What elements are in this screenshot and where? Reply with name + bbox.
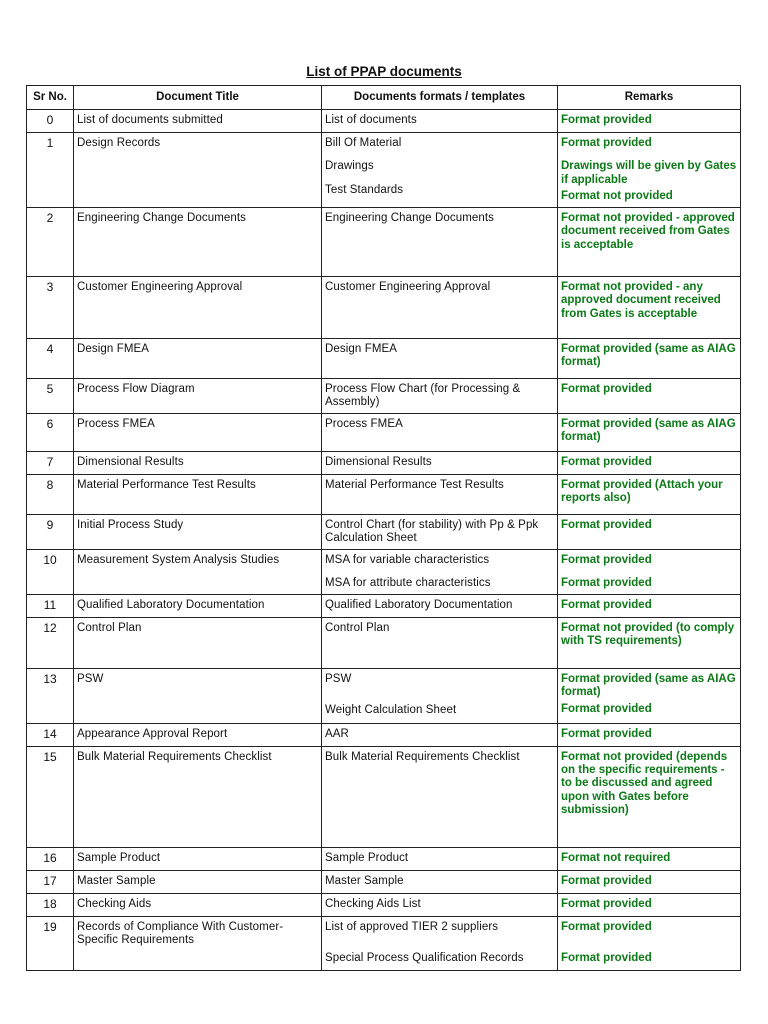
- cell-remark-line: Format not provided (depends on the specific requirements - to be discussed and agreed upon with Gates before submission): [561, 750, 728, 817]
- cell-format-line: Control Plan: [325, 621, 390, 634]
- cell-format-line: Process FMEA: [325, 417, 403, 430]
- header-row: [27, 86, 741, 110]
- cell-remark-line: Format not provided - any approved document received from Gates is acceptable: [561, 281, 721, 320]
- cell-format: [322, 110, 558, 133]
- cell-remark-line: Format provided: [561, 920, 652, 933]
- cell-document-title: Sample Product: [74, 847, 322, 870]
- cell-remark: [558, 379, 741, 414]
- cell-document-title: Checking Aids: [74, 893, 322, 916]
- cell-format-line: Test Standards: [325, 183, 404, 196]
- cell-remark: [558, 549, 741, 594]
- cell-document-title: Customer Engineering Approval: [74, 277, 322, 339]
- cell-format-line: List of documents: [325, 114, 417, 126]
- cell-document-title: Material Performance Test Results: [74, 474, 322, 514]
- cell-document-title: PSW: [74, 668, 322, 723]
- cell-format: [322, 870, 558, 893]
- table-row: [27, 208, 741, 277]
- cell-sr-no: 10: [27, 549, 74, 594]
- cell-remark-line: Format provided: [561, 874, 652, 887]
- cell-remark-line: Format not provided - approved document received from Gates is acceptable: [561, 212, 735, 251]
- cell-remark-line: Format provided (same as AIAG format): [561, 343, 736, 369]
- cell-format-line: Process Flow Chart (for Processing & Assembly): [325, 383, 521, 409]
- cell-format-line: Drawings: [325, 160, 374, 173]
- cell-sr-no: 5: [27, 379, 74, 414]
- cell-document-title: Records of Compliance With Customer-Specific Requirements: [74, 916, 322, 970]
- cell-remark: [558, 514, 741, 549]
- cell-sr-no: 11: [27, 594, 74, 617]
- cell-remark: [558, 847, 741, 870]
- cell-document-title: Design FMEA: [74, 339, 322, 379]
- header-formats: Documents formats / templates: [322, 86, 558, 110]
- cell-remark: [558, 110, 741, 133]
- cell-sr-no: 16: [27, 847, 74, 870]
- cell-remark: [558, 474, 741, 514]
- table-row: [27, 617, 741, 668]
- table-row: [27, 474, 741, 514]
- cell-format-line: AAR: [325, 727, 349, 740]
- cell-format-line: Control Chart (for stability) with Pp & Ppk Calculation Sheet: [325, 518, 539, 545]
- cell-document-title: Measurement System Analysis Studies: [74, 549, 322, 594]
- cell-sr-no: 7: [27, 451, 74, 474]
- cell-format-line: Bill Of Material: [325, 137, 402, 149]
- cell-remark-line: Format provided: [561, 703, 652, 716]
- cell-remark-line: Format not provided (to comply with TS requirements): [561, 621, 735, 648]
- cell-format-line: Engineering Change Documents: [325, 212, 495, 224]
- table-row: [27, 110, 741, 133]
- table-row: [27, 413, 741, 451]
- cell-remark: [558, 277, 741, 339]
- cell-format-line: Weight Calculation Sheet: [325, 704, 457, 717]
- cell-format-line: Bulk Material Requirements Checklist: [325, 750, 520, 763]
- cell-format-line: Sample Product: [325, 851, 409, 864]
- cell-remark-line: Format provided: [561, 383, 652, 395]
- cell-sr-no: 4: [27, 339, 74, 379]
- cell-format: [322, 133, 558, 208]
- cell-document-title: Process FMEA: [74, 413, 322, 451]
- cell-sr-no: 2: [27, 208, 74, 277]
- table-row: [27, 277, 741, 339]
- cell-document-title: Process Flow Diagram: [74, 379, 322, 414]
- cell-sr-no: 0: [27, 110, 74, 133]
- cell-remark: [558, 133, 741, 208]
- cell-format: [322, 594, 558, 617]
- cell-sr-no: 9: [27, 514, 74, 549]
- page-title-text: List of PPAP documents: [306, 64, 462, 79]
- table-row: [27, 594, 741, 617]
- cell-format-line: PSW: [325, 672, 352, 685]
- cell-format-line: Qualified Laboratory Documentation: [325, 598, 513, 611]
- cell-remark: [558, 594, 741, 617]
- cell-remark: [558, 723, 741, 746]
- cell-remark-line: Drawings will be given by Gates if applicable: [561, 160, 737, 186]
- cell-document-title: Design Records: [74, 133, 322, 208]
- cell-format-line: Design FMEA: [325, 343, 398, 355]
- cell-remark-line: Format provided: [561, 518, 652, 531]
- cell-remark-line: Format provided (Attach your reports also): [561, 478, 723, 505]
- cell-remark-line: Format provided: [561, 897, 652, 910]
- cell-remark: [558, 870, 741, 893]
- table-row: [27, 870, 741, 893]
- cell-document-title: Master Sample: [74, 870, 322, 893]
- cell-sr-no: 17: [27, 870, 74, 893]
- ppap-documents-table: [26, 85, 741, 971]
- cell-remark-line: Format provided: [561, 727, 652, 740]
- cell-remark-line: Format provided (same as AIAG format): [561, 417, 736, 444]
- table-row: [27, 514, 741, 549]
- cell-format: [322, 451, 558, 474]
- table-row: [27, 549, 741, 594]
- cell-remark: [558, 916, 741, 970]
- cell-document-title: Bulk Material Requirements Checklist: [74, 746, 322, 847]
- page-title: [0, 64, 768, 79]
- cell-format: [322, 514, 558, 549]
- cell-remark-line: Format provided: [561, 137, 652, 149]
- cell-sr-no: 14: [27, 723, 74, 746]
- cell-remark-line: Format not required: [561, 851, 671, 864]
- cell-sr-no: 18: [27, 893, 74, 916]
- cell-format: [322, 847, 558, 870]
- table-row: [27, 379, 741, 414]
- cell-document-title: Dimensional Results: [74, 451, 322, 474]
- cell-remark-line: Format provided: [561, 553, 652, 566]
- cell-format-line: Material Performance Test Results: [325, 478, 504, 491]
- cell-format: [322, 413, 558, 451]
- cell-remark: [558, 617, 741, 668]
- cell-format-line: Special Process Qualification Records: [325, 952, 524, 965]
- cell-format: [322, 746, 558, 847]
- header-document-title: Document Title: [74, 86, 322, 110]
- cell-remark-line: Format provided: [561, 114, 652, 126]
- table-row: [27, 133, 741, 208]
- cell-format-line: Checking Aids List: [325, 897, 421, 910]
- cell-format: [322, 474, 558, 514]
- cell-format-line: List of approved TIER 2 suppliers: [325, 920, 499, 933]
- table-row: [27, 723, 741, 746]
- cell-sr-no: 19: [27, 916, 74, 970]
- cell-document-title: Control Plan: [74, 617, 322, 668]
- cell-format: [322, 379, 558, 414]
- table-row: [27, 451, 741, 474]
- cell-format-line: Dimensional Results: [325, 455, 432, 468]
- cell-document-title: Engineering Change Documents: [74, 208, 322, 277]
- cell-format: [322, 339, 558, 379]
- cell-sr-no: 12: [27, 617, 74, 668]
- cell-sr-no: 1: [27, 133, 74, 208]
- cell-document-title: Qualified Laboratory Documentation: [74, 594, 322, 617]
- cell-remark-line: Format provided (same as AIAG format): [561, 672, 736, 699]
- cell-format: [322, 723, 558, 746]
- cell-format-line: MSA for attribute characteristics: [325, 577, 491, 590]
- cell-format: [322, 668, 558, 723]
- cell-remark: [558, 451, 741, 474]
- cell-format: [322, 277, 558, 339]
- table-body: [27, 110, 741, 971]
- cell-remark-line: Format provided: [561, 598, 652, 611]
- cell-sr-no: 6: [27, 413, 74, 451]
- table-row: [27, 916, 741, 970]
- cell-remark-line: Format not provided: [561, 190, 673, 203]
- cell-remark: [558, 668, 741, 723]
- cell-document-title: Appearance Approval Report: [74, 723, 322, 746]
- cell-remark: [558, 893, 741, 916]
- table-row: [27, 339, 741, 379]
- cell-format: [322, 208, 558, 277]
- cell-remark-line: Format provided: [561, 577, 652, 590]
- header-remarks: Remarks: [558, 86, 741, 110]
- cell-remark-line: Format provided: [561, 952, 652, 965]
- cell-document-title: List of documents submitted: [74, 110, 322, 133]
- cell-remark: [558, 413, 741, 451]
- table-row: [27, 668, 741, 723]
- table-row: [27, 847, 741, 870]
- cell-format-line: MSA for variable characteristics: [325, 553, 490, 566]
- cell-sr-no: 8: [27, 474, 74, 514]
- cell-format: [322, 916, 558, 970]
- header-sr-no: Sr No.: [27, 86, 74, 110]
- cell-sr-no: 3: [27, 277, 74, 339]
- cell-document-title: Initial Process Study: [74, 514, 322, 549]
- cell-remark: [558, 208, 741, 277]
- cell-sr-no: 13: [27, 668, 74, 723]
- cell-format-line: Customer Engineering Approval: [325, 281, 491, 293]
- cell-format-line: Master Sample: [325, 874, 404, 887]
- table-row: [27, 893, 741, 916]
- cell-format: [322, 549, 558, 594]
- cell-remark: [558, 746, 741, 847]
- cell-remark: [558, 339, 741, 379]
- cell-remark-line: Format provided: [561, 455, 652, 468]
- cell-format: [322, 617, 558, 668]
- table-row: [27, 746, 741, 847]
- cell-sr-no: 15: [27, 746, 74, 847]
- cell-format: [322, 893, 558, 916]
